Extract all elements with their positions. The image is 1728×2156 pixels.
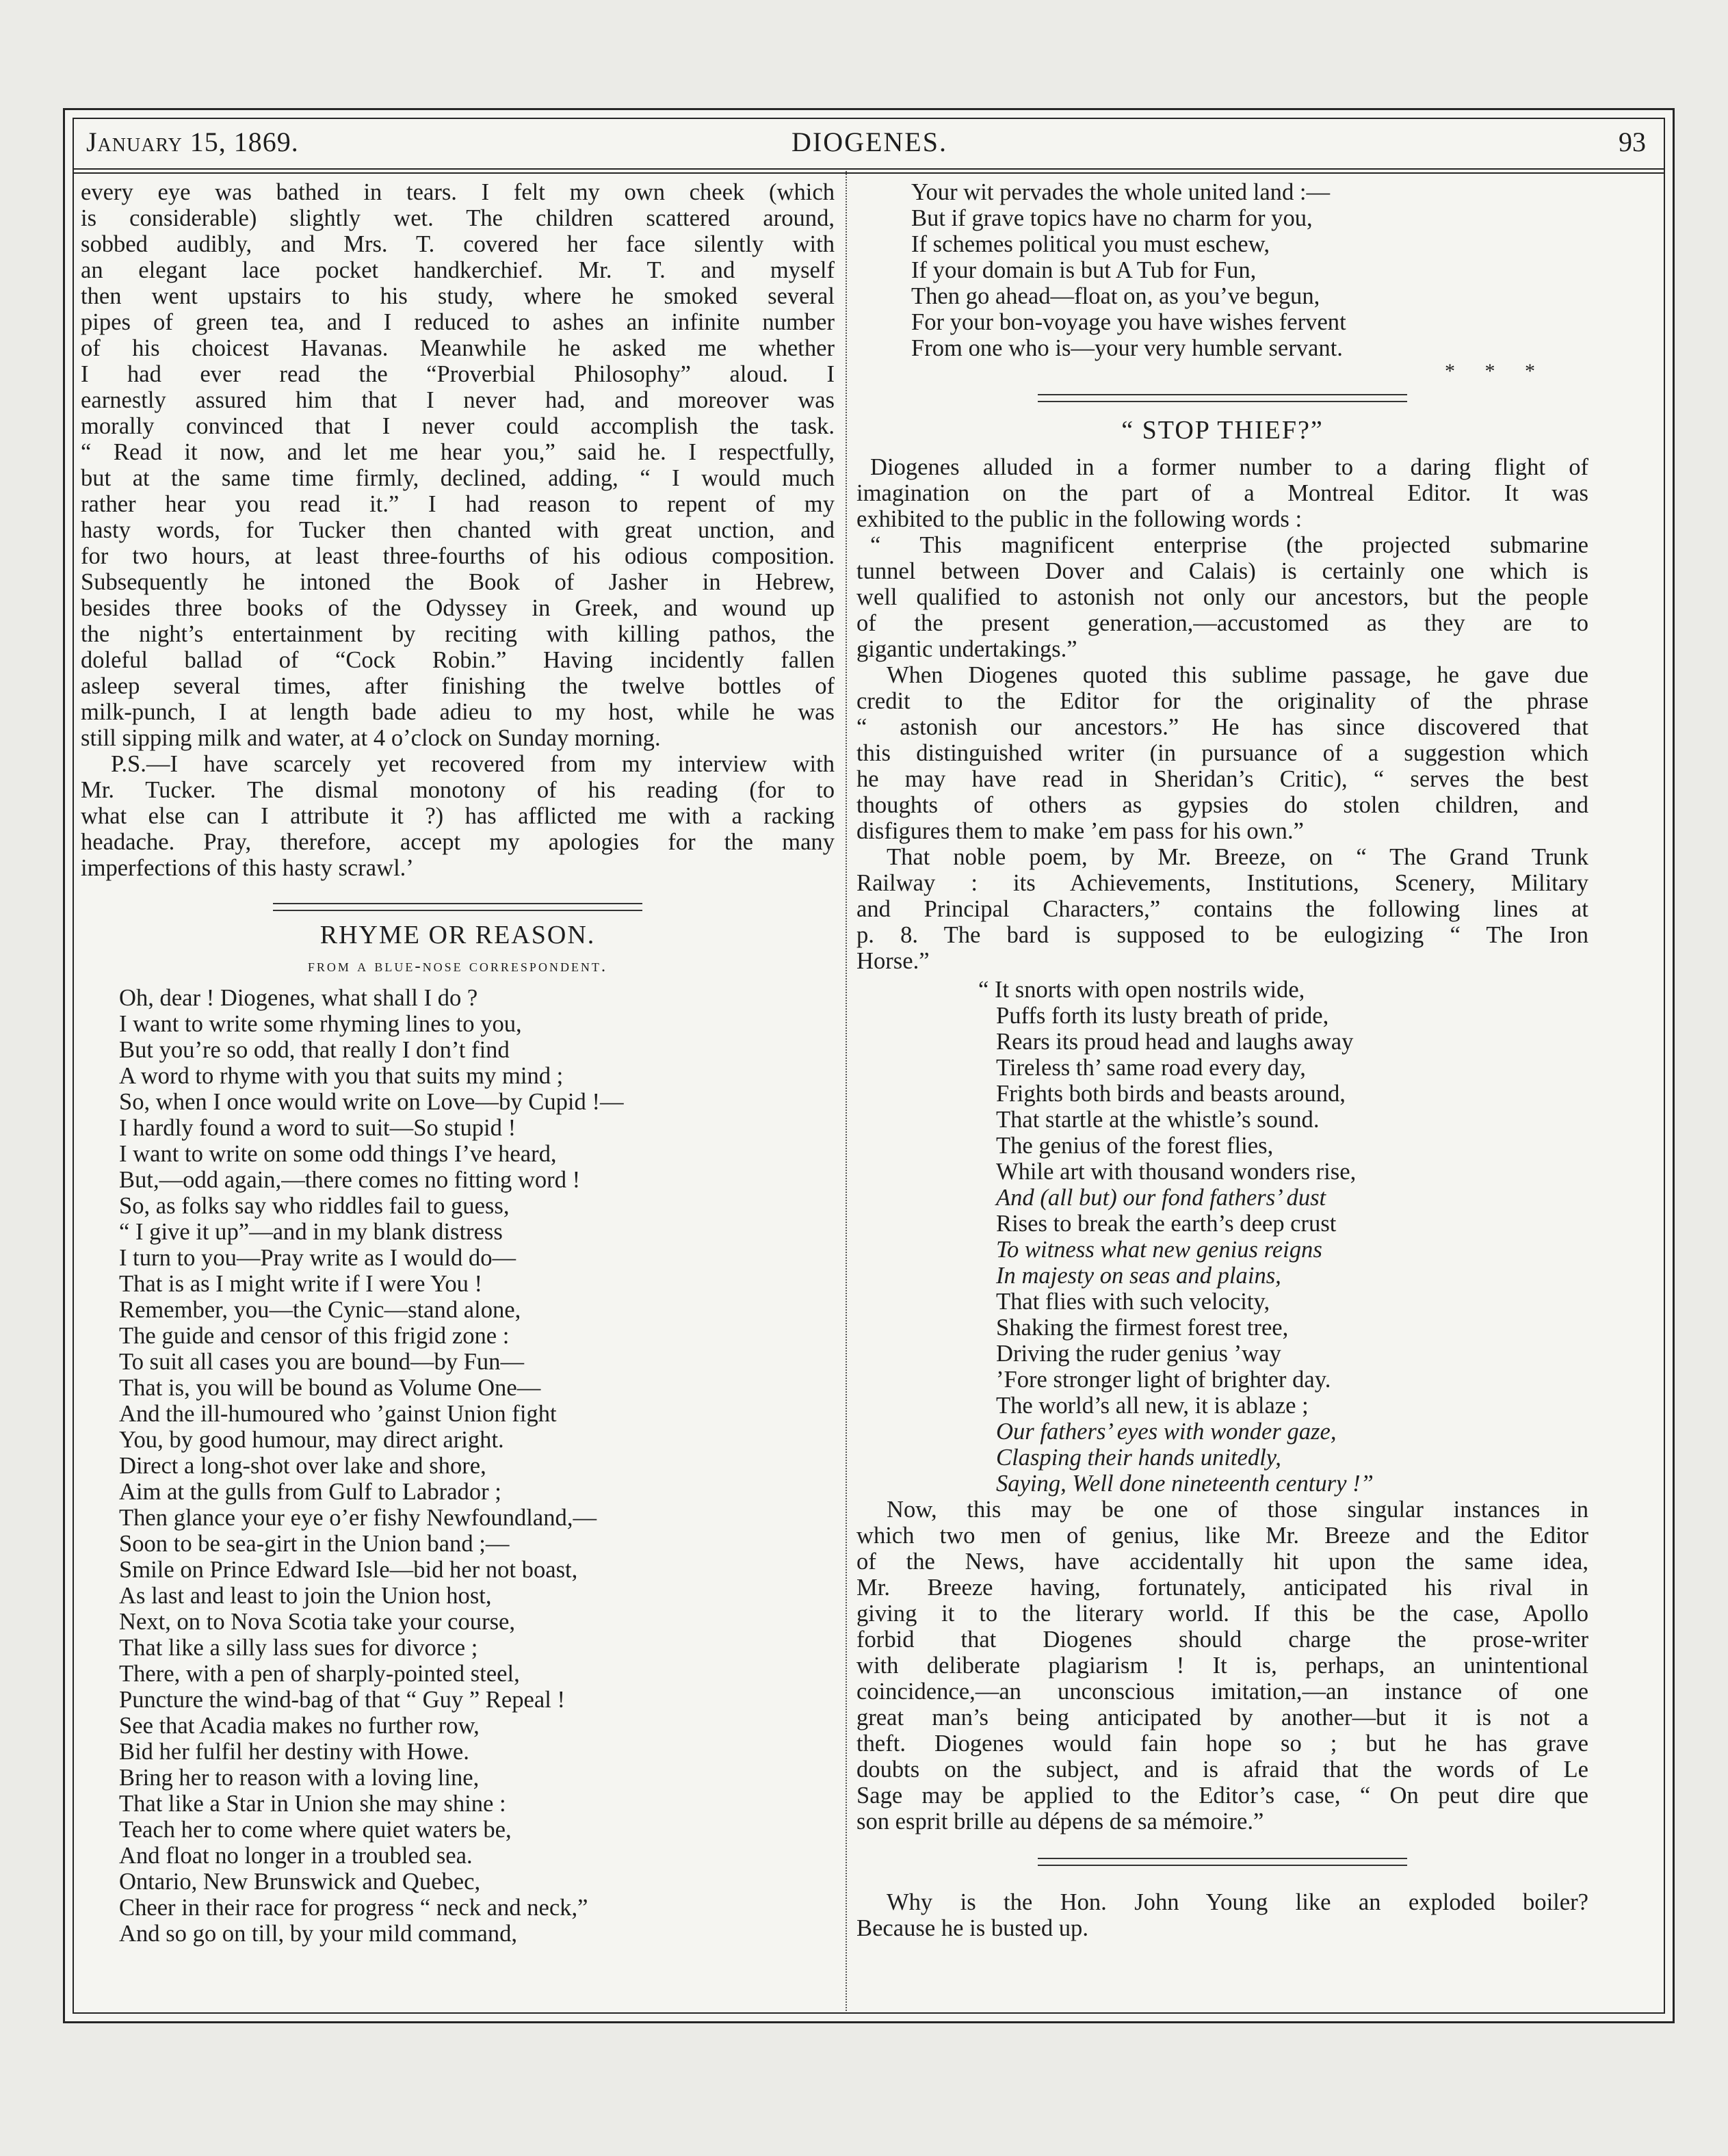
- text-line: then went upstairs to his study, where he smoked several: [81, 283, 835, 309]
- verse-line: To suit all cases you are bound—by Fun—: [119, 1349, 525, 1375]
- verse-line: Rears its proud head and laughs away: [996, 1029, 1354, 1055]
- verse-line: That is, you will be bound as Volume One—: [119, 1375, 541, 1401]
- header-rule: [74, 168, 1664, 170]
- verse-line: Tireless th’ same road every day,: [996, 1055, 1306, 1081]
- iron-horse-poem: [856, 977, 1588, 1497]
- header-rule-second: [74, 172, 1664, 174]
- verse-line: So, as folks say who riddles fail to guess,: [119, 1193, 510, 1219]
- verse-line: Smile on Prince Edward Isle—bid her not boast,: [119, 1557, 578, 1583]
- text-line: milk-punch, I at length bade adieu to my host, while he was: [81, 699, 835, 725]
- verse-line: So, when I once would write on Love—by Cupid !—: [119, 1089, 624, 1115]
- joke-paragraph: [856, 1889, 1588, 1941]
- text-line: Horse.”: [856, 948, 930, 974]
- text-line: for two hours, at least three-fourths of his odious composition.: [81, 543, 835, 569]
- verse-line: Our fathers’ eyes with wonder gaze,: [996, 1419, 1337, 1445]
- text-line: Sage may be applied to the Editor’s case, “ On peut dire que: [856, 1783, 1588, 1809]
- text-line: and Principal Characters,” contains the following lines at: [856, 896, 1588, 922]
- issue-date: January 15, 1869.: [86, 127, 299, 157]
- text-line: of his choicest Havanas. Meanwhile he asked me whether: [81, 335, 835, 361]
- text-line: an elegant lace pocket handkerchief. Mr. T. and myself: [81, 257, 835, 283]
- verse-line: Shaking the firmest forest tree,: [996, 1315, 1289, 1341]
- verse-line: The world’s all new, it is ablaze ;: [996, 1393, 1309, 1419]
- verse-line: Ontario, New Brunswick and Quebec,: [119, 1869, 481, 1895]
- stop-thief-paragraph-4: [856, 1497, 1588, 1835]
- text-line: but at the same time firmly, declined, adding, “ I would much: [81, 465, 835, 491]
- text-line: headache. Pray, therefore, accept my apologies for the many: [81, 829, 835, 855]
- verse-line: Driving the ruder genius ’way: [996, 1341, 1281, 1367]
- text-line: son esprit brille au dépens de sa mémoire.”: [856, 1809, 1264, 1835]
- section-rule-joke: [1038, 1858, 1407, 1866]
- verse-line: Next, on to Nova Scotia take your course,: [119, 1609, 516, 1635]
- verse-line: Direct a long-shot over lake and shore,: [119, 1453, 486, 1479]
- verse-line: I hardly found a word to suit—So stupid !: [119, 1115, 516, 1141]
- verse-line: That is as I might write if I were You !: [119, 1271, 483, 1297]
- right-column: [856, 179, 1588, 1941]
- verse-line: The genius of the forest flies,: [996, 1133, 1274, 1159]
- verse-line: Rises to break the earth’s deep crust: [996, 1211, 1337, 1237]
- verse-line: Aim at the gulls from Gulf to Labrador ;: [119, 1479, 501, 1505]
- asterism: * * *: [1445, 360, 1547, 382]
- joke-question: Why is the Hon. John Young like an exploded boiler?: [887, 1889, 1588, 1915]
- text-line: “ This magnificent enterprise (the projected submarine: [870, 532, 1588, 558]
- text-line: doleful ballad of “Cock Robin.” Having incidently fallen: [81, 647, 835, 673]
- text-line: “ astonish our ancestors.” He has since discovered that: [856, 714, 1588, 740]
- text-line: Mr. Breeze having, fortunately, anticipated his rival in: [856, 1575, 1588, 1601]
- stop-thief-paragraph-3: [856, 844, 1588, 974]
- verse-line: For your bon-voyage you have wishes fervent: [911, 309, 1346, 335]
- text-line: great man’s being anticipated by another—but it is not a: [856, 1705, 1588, 1731]
- text-line: morally convinced that I never could accomplish the task.: [81, 413, 835, 439]
- text-line: sobbed audibly, and Mrs. T. covered her face silently with: [81, 231, 835, 257]
- verse-line: Puffs forth its lusty breath of pride,: [996, 1003, 1329, 1029]
- rhyme-verse-continued: [856, 179, 1588, 361]
- verse-line: Clasping their hands unitedly,: [996, 1445, 1281, 1471]
- text-line: That noble poem, by Mr. Breeze, on “ The Grand Trunk: [887, 844, 1588, 870]
- letter-continuation: [81, 179, 835, 751]
- section-rule-stop-thief: [1038, 394, 1407, 402]
- verse-line: See that Acadia makes no further row,: [119, 1713, 480, 1739]
- verse-line: Soon to be sea-girt in the Union band ;—: [119, 1531, 510, 1557]
- text-line: theft. Diogenes would fain hope so ; but he has grave: [856, 1731, 1588, 1757]
- stop-thief-quote: [856, 532, 1588, 662]
- verse-line: And (all but) our fond fathers’ dust: [996, 1185, 1326, 1211]
- verse-line: Bring her to reason with a loving line,: [119, 1765, 480, 1791]
- text-line: still sipping milk and water, at 4 o’clock on Sunday morning.: [81, 725, 661, 751]
- text-line: what else can I attribute it ?) has afflicted me with a racking: [81, 803, 835, 829]
- text-line: P.S.—I have scarcely yet recovered from my interview with: [111, 751, 835, 777]
- text-line: Diogenes alluded in a former number to a daring flight of: [870, 454, 1588, 480]
- rhyme-or-reason-title: RHYME OR REASON.: [319, 921, 596, 949]
- verse-line: Remember, you—the Cynic—stand alone,: [119, 1297, 521, 1323]
- text-line: every eye was bathed in tears. I felt my own cheek (which: [81, 179, 835, 205]
- text-line: gigantic undertakings.”: [856, 636, 1077, 662]
- text-line: imperfections of this hasty scrawl.’: [81, 855, 414, 881]
- section-rule: [273, 903, 642, 911]
- joke-answer: Because he is busted up.: [856, 1915, 1088, 1941]
- page-number: 93: [1619, 127, 1646, 157]
- verse-line: If schemes political you must eschew,: [911, 231, 1270, 257]
- stop-thief-paragraph-2: [856, 662, 1588, 844]
- verse-line: To witness what new genius reigns: [996, 1237, 1322, 1263]
- stop-thief-title: “ STOP THIEF?”: [1121, 416, 1324, 445]
- text-line: this distinguished writer (in pursuance of a suggestion which: [856, 740, 1588, 766]
- verse-line: I want to write some rhyming lines to you,: [119, 1011, 522, 1037]
- verse-line: That startle at the whistle’s sound.: [996, 1107, 1320, 1133]
- text-line: “ Read it now, and let me hear you,” said he. I respectfully,: [81, 439, 835, 465]
- verse-line: And so go on till, by your mild command,: [119, 1921, 518, 1947]
- verse-line: As last and least to join the Union host,: [119, 1583, 492, 1609]
- verse-line: Oh, dear ! Diogenes, what shall I do ?: [119, 985, 478, 1011]
- verse-line: There, with a pen of sharply-pointed steel,: [119, 1661, 520, 1687]
- text-line: the night’s entertainment by reciting with killing pathos, the: [81, 621, 835, 647]
- text-line: p. 8. The bard is supposed to be eulogizing “ The Iron: [856, 922, 1588, 948]
- text-line: thoughts of others as gypsies do stolen children, and: [856, 792, 1588, 818]
- text-line: credit to the Editor for the originality of the phrase: [856, 688, 1588, 714]
- verse-line: That like a silly lass sues for divorce ;: [119, 1635, 478, 1661]
- text-line: disfigures them to make ’em pass for his own.”: [856, 818, 1304, 844]
- text-line: exhibited to the public in the following words :: [856, 506, 1302, 532]
- text-line: coincidence,—an unconscious imitation,—an instance of one: [856, 1679, 1588, 1705]
- text-line: imagination on the part of a Montreal Editor. It was: [856, 480, 1588, 506]
- verse-line: “ I give it up”—and in my blank distress: [119, 1219, 503, 1245]
- verse-line: But you’re so odd, that really I don’t find: [119, 1037, 510, 1063]
- text-line: earnestly assured him that I never had, and moreover was: [81, 387, 835, 413]
- text-line: Railway : its Achievements, Institutions, Scenery, Military: [856, 870, 1588, 896]
- rhyme-or-reason-subtitle: from a blue-nose correspondent.: [307, 957, 608, 975]
- verse-line: ’Fore stronger light of brighter day.: [996, 1367, 1331, 1393]
- verse-line: Your wit pervades the whole united land :—: [911, 179, 1331, 205]
- verse-line: Bid her fulfil her destiny with Howe.: [119, 1739, 469, 1765]
- text-line: tunnel between Dover and Calais) is certainly one which is: [856, 558, 1588, 584]
- stop-thief-paragraph-1: [856, 454, 1588, 532]
- verse-line: Teach her to come where quiet waters be,: [119, 1817, 512, 1843]
- verse-line: Frights both birds and beasts around,: [996, 1081, 1346, 1107]
- text-line: doubts on the subject, and is afraid that the words of Le: [856, 1757, 1588, 1783]
- verse-line: That flies with such velocity,: [996, 1289, 1270, 1315]
- verse-line: The guide and censor of this frigid zone :: [119, 1323, 510, 1349]
- text-line: forbid that Diogenes should charge the prose-writer: [856, 1627, 1588, 1653]
- text-line: Now, this may be one of those singular instances in: [887, 1497, 1588, 1523]
- verse-line: Then glance your eye o’er fishy Newfoundland,—: [119, 1505, 597, 1531]
- verse-line: You, by good humour, may direct aright.: [119, 1427, 504, 1453]
- verse-line: Then go ahead—float on, as you’ve begun,: [911, 283, 1320, 309]
- verse-line: And the ill-humoured who ’gainst Union fight: [119, 1401, 557, 1427]
- masthead-title: DIOGENES.: [791, 127, 947, 157]
- verse-line: And float no longer in a troubled sea.: [119, 1843, 473, 1869]
- verse-line: But,—odd again,—there comes no fitting word !: [119, 1167, 581, 1193]
- text-line: of the News, have accidentally hit upon the same idea,: [856, 1549, 1588, 1575]
- verse-line: From one who is—your very humble servant.: [911, 335, 1343, 361]
- verse-line: If your domain is but A Tub for Fun,: [911, 257, 1257, 283]
- letter-postscript: [81, 751, 835, 881]
- text-line: asleep several times, after finishing the twelve bottles of: [81, 673, 835, 699]
- verse-line: Cheer in their race for progress “ neck and neck,”: [119, 1895, 588, 1921]
- text-line: is considerable) slightly wet. The children scattered around,: [81, 205, 835, 231]
- text-line: besides three books of the Odyssey in Greek, and wound up: [81, 595, 835, 621]
- page-header: [86, 123, 1653, 168]
- left-column: [81, 179, 835, 1947]
- verse-line: In majesty on seas and plains,: [996, 1263, 1281, 1289]
- text-line: Mr. Tucker. The dismal monotony of his reading (for to: [81, 777, 835, 803]
- verse-line: That like a Star in Union she may shine :: [119, 1791, 506, 1817]
- text-line: which two men of genius, like Mr. Breeze and the Editor: [856, 1523, 1588, 1549]
- column-divider: [846, 171, 847, 2011]
- text-line: he may have read in Sheridan’s Critic), “ serves the best: [856, 766, 1588, 792]
- verse-line: I want to write on some odd things I’ve heard,: [119, 1141, 557, 1167]
- verse-line: “ It snorts with open nostrils wide,: [978, 977, 1305, 1003]
- text-line: hasty words, for Tucker then chanted with great unction, and: [81, 517, 835, 543]
- text-line: giving it to the literary world. If this be the case, Apollo: [856, 1601, 1588, 1627]
- text-line: with deliberate plagiarism ! It is, perhaps, an unintentional: [856, 1653, 1588, 1679]
- text-line: When Diogenes quoted this sublime passage, he gave due: [887, 662, 1588, 688]
- verse-line: Saying, Well done nineteenth century !”: [996, 1471, 1374, 1497]
- verse-line: Puncture the wind-bag of that “ Guy ” Repeal !: [119, 1687, 565, 1713]
- text-line: Subsequently he intoned the Book of Jasher in Hebrew,: [81, 569, 835, 595]
- rhyme-verse: [81, 985, 835, 1947]
- text-line: of the present generation,—accustomed as they are to: [856, 610, 1588, 636]
- text-line: rather hear you read it.” I had reason to repent of my: [81, 491, 835, 517]
- text-line: well qualified to astonish not only our ancestors, but the people: [856, 584, 1588, 610]
- verse-line: But if grave topics have no charm for you,: [911, 205, 1313, 231]
- text-line: I had ever read the “Proverbial Philosophy” aloud. I: [81, 361, 835, 387]
- verse-line: A word to rhyme with you that suits my mind ;: [119, 1063, 564, 1089]
- verse-line: While art with thousand wonders rise,: [996, 1159, 1357, 1185]
- verse-line: I turn to you—Pray write as I would do—: [119, 1245, 516, 1271]
- text-line: pipes of green tea, and I reduced to ashes an infinite number: [81, 309, 835, 335]
